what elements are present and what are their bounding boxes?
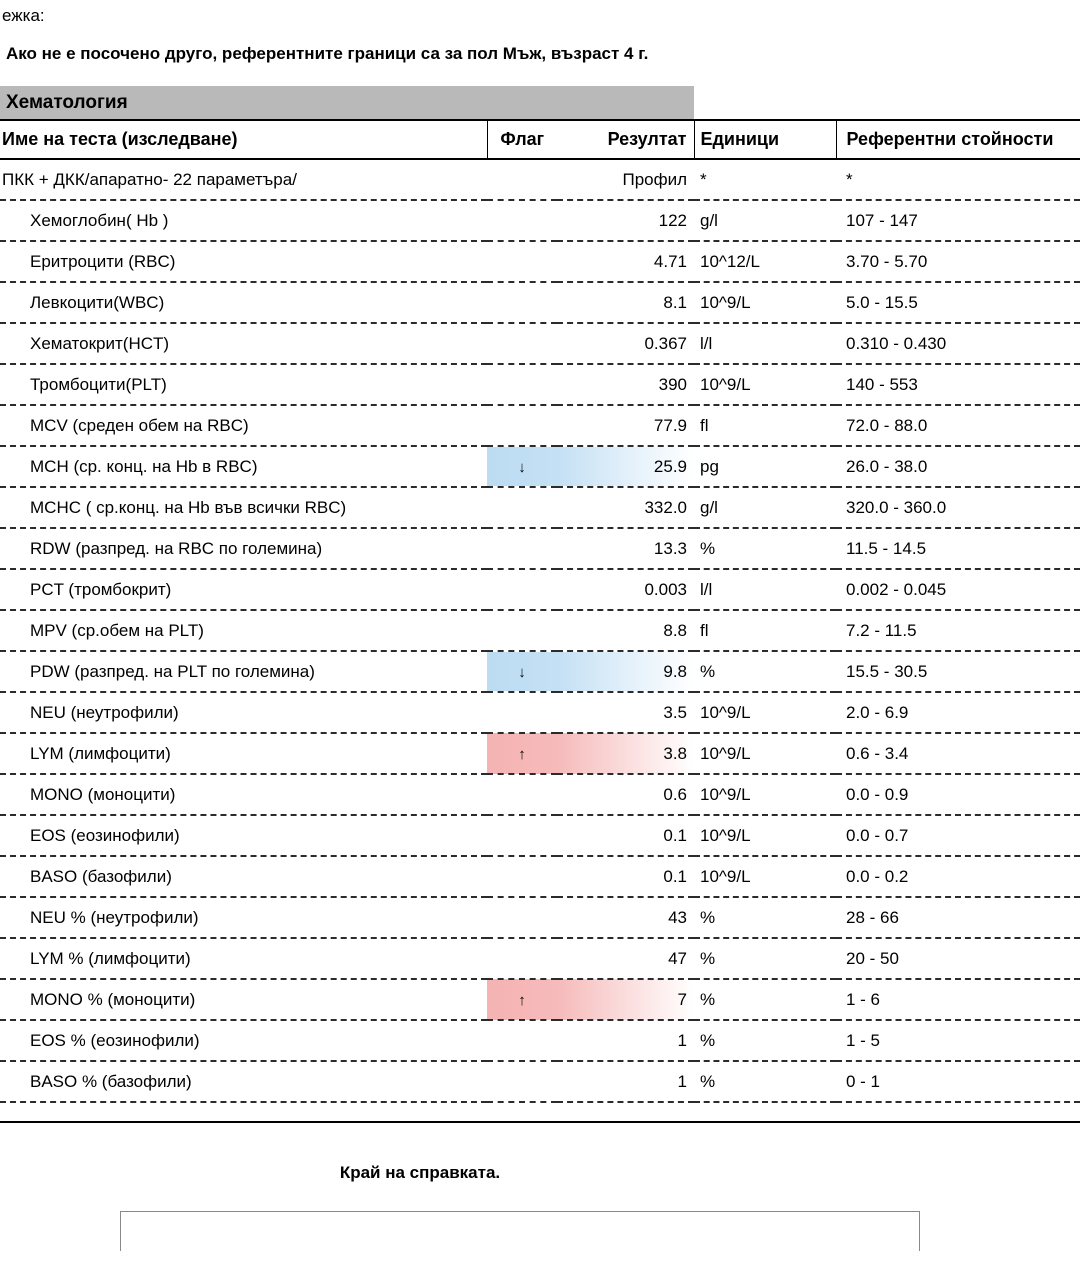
column-header-reference: Референтни стойности xyxy=(836,120,1080,159)
test-reference-range: 0.0 - 0.9 xyxy=(836,774,1080,815)
test-reference-range: 72.0 - 88.0 xyxy=(836,405,1080,446)
test-reference-range: * xyxy=(836,159,1080,200)
test-reference-range: 7.2 - 11.5 xyxy=(836,610,1080,651)
test-name: Левкоцити(WBC) xyxy=(0,282,487,323)
test-reference-range: 140 - 553 xyxy=(836,364,1080,405)
test-units: 10^9/L xyxy=(694,856,836,897)
results-table-head xyxy=(0,120,1080,159)
table-row xyxy=(0,405,1080,446)
test-name: PDW (разпред. на PLT по големина) xyxy=(0,651,487,692)
test-name: BASO % (базофили) xyxy=(0,1061,487,1102)
test-name: MONO (моноцити) xyxy=(0,774,487,815)
top-note: ежка: xyxy=(2,6,45,25)
test-result: 8.8 xyxy=(557,610,694,651)
test-flag xyxy=(487,241,557,282)
test-name: RDW (разпред. на RBC по големина) xyxy=(0,528,487,569)
test-units: l/l xyxy=(694,569,836,610)
test-reference-range: 3.70 - 5.70 xyxy=(836,241,1080,282)
test-flag xyxy=(487,323,557,364)
test-result: 3.8 xyxy=(557,733,694,774)
table-row xyxy=(0,282,1080,323)
test-result: 0.367 xyxy=(557,323,694,364)
results-table xyxy=(0,119,1080,1103)
test-flag xyxy=(487,200,557,241)
test-reference-range: 0.0 - 0.2 xyxy=(836,856,1080,897)
reference-range-note: Ако не е посочено друго, референтните граници са за пол Мъж, възраст 4 г. xyxy=(6,44,649,63)
test-name: BASO (базофили) xyxy=(0,856,487,897)
test-flag xyxy=(487,569,557,610)
test-flag xyxy=(487,856,557,897)
table-row xyxy=(0,938,1080,979)
table-row xyxy=(0,241,1080,282)
test-flag xyxy=(487,610,557,651)
test-flag xyxy=(487,692,557,733)
test-result: 3.5 xyxy=(557,692,694,733)
test-reference-range: 0.6 - 3.4 xyxy=(836,733,1080,774)
end-of-report-text: Край на справката. xyxy=(339,1163,501,1182)
test-flag xyxy=(487,897,557,938)
table-row xyxy=(0,487,1080,528)
table-row xyxy=(0,774,1080,815)
test-name: EOS % (еозинофили) xyxy=(0,1020,487,1061)
table-row xyxy=(0,159,1080,200)
test-units: % xyxy=(694,1020,836,1061)
test-name: Хематокрит(HCT) xyxy=(0,323,487,364)
section-header-hematology: Хематология xyxy=(0,86,694,119)
test-units: % xyxy=(694,897,836,938)
table-row xyxy=(0,733,1080,774)
test-units: g/l xyxy=(694,200,836,241)
test-reference-range: 28 - 66 xyxy=(836,897,1080,938)
test-flag xyxy=(487,282,557,323)
test-name: NEU (неутрофили) xyxy=(0,692,487,733)
test-flag xyxy=(487,774,557,815)
test-result: 8.1 xyxy=(557,282,694,323)
test-result: 7 xyxy=(557,979,694,1020)
test-name: MCHC ( ср.конц. на Hb във всички RBC) xyxy=(0,487,487,528)
table-row xyxy=(0,1020,1080,1061)
test-reference-range: 11.5 - 14.5 xyxy=(836,528,1080,569)
test-name: MONO % (моноцити) xyxy=(0,979,487,1020)
test-flag: ↓ xyxy=(487,651,557,692)
column-header-name: Име на теста (изследване) xyxy=(0,120,487,159)
test-units: fl xyxy=(694,610,836,651)
test-reference-range: 0 - 1 xyxy=(836,1061,1080,1102)
test-result: 332.0 xyxy=(557,487,694,528)
test-result: 77.9 xyxy=(557,405,694,446)
test-flag xyxy=(487,815,557,856)
results-table-body xyxy=(0,159,1080,1102)
column-header-units: Единици xyxy=(694,120,836,159)
test-flag: ↑ xyxy=(487,733,557,774)
test-units: 10^9/L xyxy=(694,282,836,323)
test-result: 0.6 xyxy=(557,774,694,815)
test-result: 13.3 xyxy=(557,528,694,569)
test-name: MPV (ср.обем на PLT) xyxy=(0,610,487,651)
test-units: % xyxy=(694,1061,836,1102)
test-flag: ↓ xyxy=(487,446,557,487)
test-units: 10^12/L xyxy=(694,241,836,282)
test-result: 122 xyxy=(557,200,694,241)
test-units: l/l xyxy=(694,323,836,364)
test-units: 10^9/L xyxy=(694,364,836,405)
test-flag: ↑ xyxy=(487,979,557,1020)
test-reference-range: 5.0 - 15.5 xyxy=(836,282,1080,323)
table-row xyxy=(0,692,1080,733)
table-row xyxy=(0,651,1080,692)
table-header-row xyxy=(0,120,1080,159)
table-row xyxy=(0,897,1080,938)
test-result: 1 xyxy=(557,1020,694,1061)
table-row xyxy=(0,446,1080,487)
table-row xyxy=(0,610,1080,651)
test-units: 10^9/L xyxy=(694,815,836,856)
test-units: pg xyxy=(694,446,836,487)
test-result: 47 xyxy=(557,938,694,979)
test-result: Профил xyxy=(557,159,694,200)
table-row xyxy=(0,323,1080,364)
column-header-flag: Флаг xyxy=(487,120,557,159)
table-row xyxy=(0,979,1080,1020)
test-flag xyxy=(487,938,557,979)
test-name: ПКК + ДКК/апаратно- 22 параметъра/ xyxy=(0,159,487,200)
test-flag xyxy=(487,1061,557,1102)
test-name: PCT (тромбокрит) xyxy=(0,569,487,610)
test-name: Хемоглобин( Hb ) xyxy=(0,200,487,241)
bottom-frame xyxy=(120,1211,920,1251)
table-row xyxy=(0,364,1080,405)
table-row xyxy=(0,569,1080,610)
table-row xyxy=(0,200,1080,241)
test-result: 43 xyxy=(557,897,694,938)
test-reference-range: 26.0 - 38.0 xyxy=(836,446,1080,487)
test-reference-range: 320.0 - 360.0 xyxy=(836,487,1080,528)
test-reference-range: 15.5 - 30.5 xyxy=(836,651,1080,692)
test-result: 0.1 xyxy=(557,815,694,856)
test-result: 0.1 xyxy=(557,856,694,897)
test-units: 10^9/L xyxy=(694,692,836,733)
test-reference-range: 0.002 - 0.045 xyxy=(836,569,1080,610)
test-flag xyxy=(487,159,557,200)
test-result: 9.8 xyxy=(557,651,694,692)
test-result: 1 xyxy=(557,1061,694,1102)
test-reference-range: 20 - 50 xyxy=(836,938,1080,979)
test-reference-range: 0.0 - 0.7 xyxy=(836,815,1080,856)
table-row xyxy=(0,815,1080,856)
test-name: LYM (лимфоцити) xyxy=(0,733,487,774)
table-row xyxy=(0,1061,1080,1102)
table-row xyxy=(0,856,1080,897)
test-units: % xyxy=(694,528,836,569)
test-name: NEU % (неутрофили) xyxy=(0,897,487,938)
test-reference-range: 0.310 - 0.430 xyxy=(836,323,1080,364)
test-units: g/l xyxy=(694,487,836,528)
test-result: 390 xyxy=(557,364,694,405)
test-units: 10^9/L xyxy=(694,774,836,815)
test-name: MCH (ср. конц. на Hb в RBC) xyxy=(0,446,487,487)
test-name: EOS (еозинофили) xyxy=(0,815,487,856)
test-reference-range: 1 - 5 xyxy=(836,1020,1080,1061)
test-result: 0.003 xyxy=(557,569,694,610)
test-result: 25.9 xyxy=(557,446,694,487)
table-row xyxy=(0,528,1080,569)
test-reference-range: 1 - 6 xyxy=(836,979,1080,1020)
test-flag xyxy=(487,364,557,405)
test-units: % xyxy=(694,979,836,1020)
test-name: Тромбоцити(PLT) xyxy=(0,364,487,405)
test-name: Еритроцити (RBC) xyxy=(0,241,487,282)
test-units: 10^9/L xyxy=(694,733,836,774)
test-flag xyxy=(487,1020,557,1061)
test-reference-range: 107 - 147 xyxy=(836,200,1080,241)
test-result: 4.71 xyxy=(557,241,694,282)
test-flag xyxy=(487,487,557,528)
test-reference-range: 2.0 - 6.9 xyxy=(836,692,1080,733)
table-bottom-rule xyxy=(0,1121,1080,1123)
test-units: * xyxy=(694,159,836,200)
test-flag xyxy=(487,528,557,569)
test-units: % xyxy=(694,938,836,979)
test-flag xyxy=(487,405,557,446)
test-name: MCV (среден обем на RBC) xyxy=(0,405,487,446)
column-header-result: Резултат xyxy=(557,120,694,159)
test-units: fl xyxy=(694,405,836,446)
test-name: LYM % (лимфоцити) xyxy=(0,938,487,979)
test-units: % xyxy=(694,651,836,692)
